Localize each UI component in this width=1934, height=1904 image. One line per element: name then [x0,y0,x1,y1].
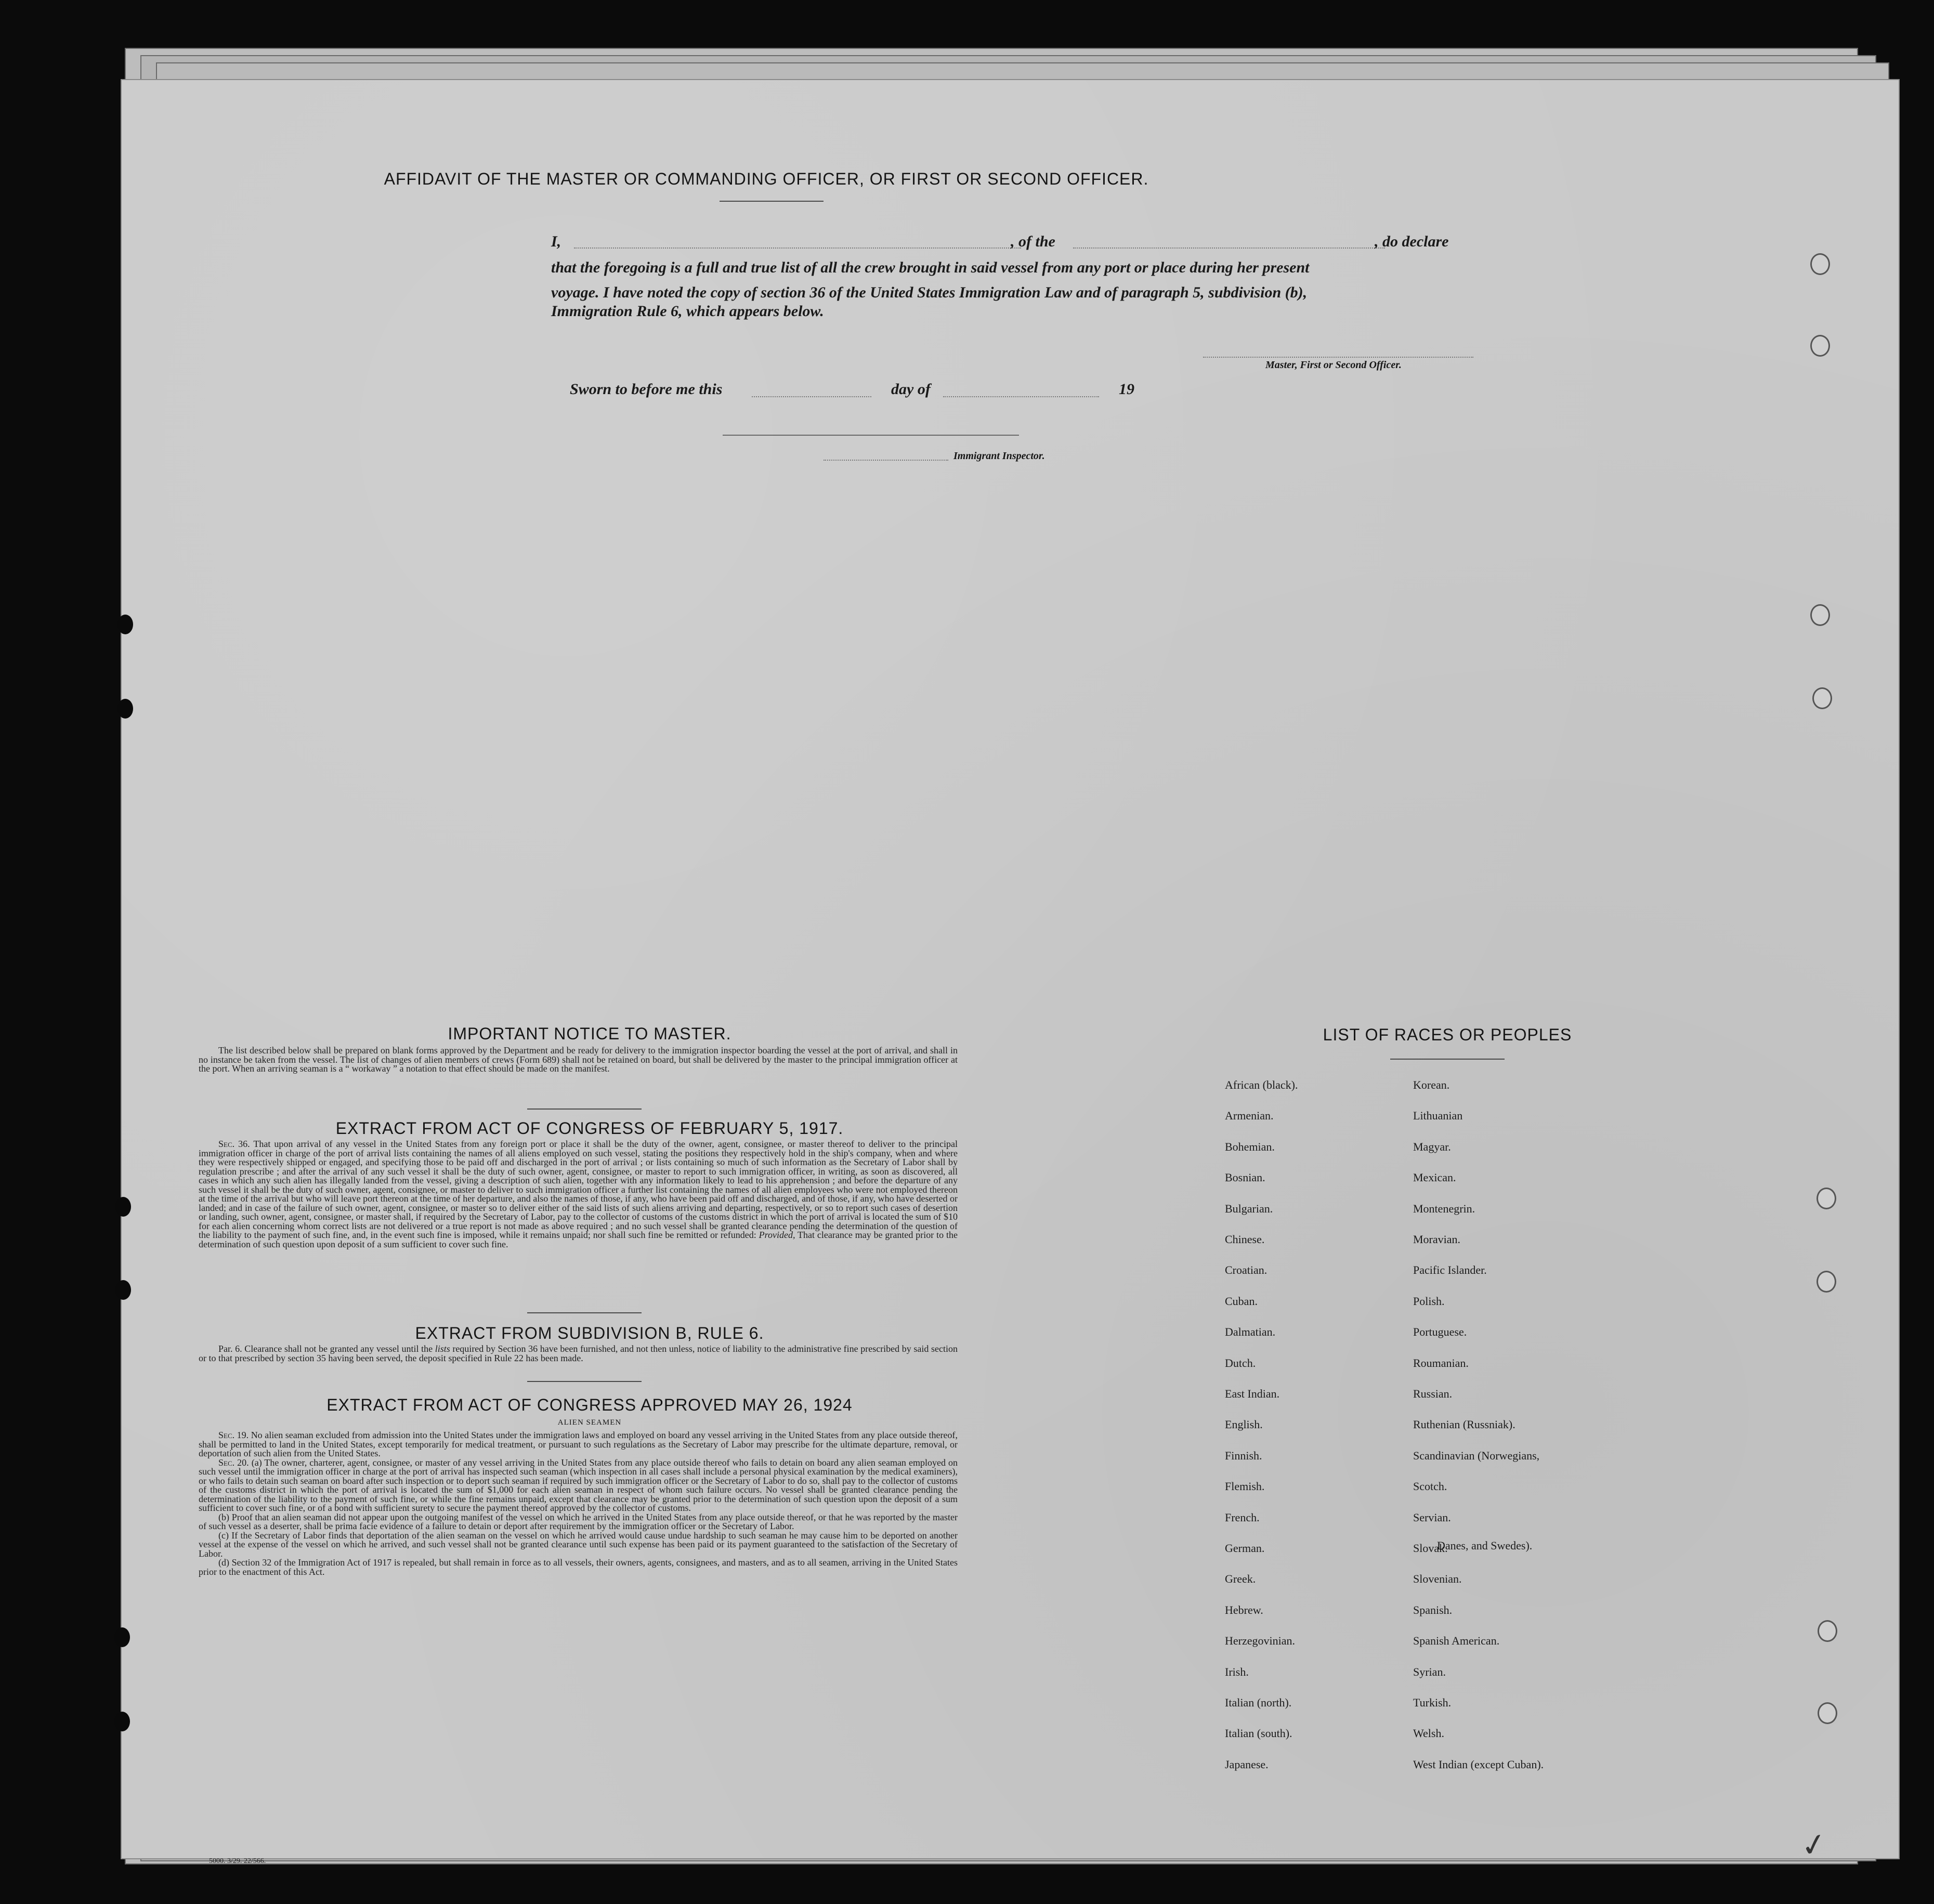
race-item: Croatian. [1225,1263,1267,1277]
race-item: Italian (north). [1225,1696,1292,1709]
provided-word: Provided, [759,1230,795,1240]
race-item: Polish. [1413,1294,1445,1308]
affidavit-line-2: that the foregoing is a full and true list of all the crew brought in said vessel from any port or place during her present [551,259,1310,276]
race-item: Dutch. [1225,1356,1256,1370]
punch-hole [115,1197,131,1217]
inspector-signature-line[interactable] [824,460,948,461]
affidavit-of-the: , of the [1011,233,1055,250]
extract-rule6-heading: EXTRACT FROM SUBDIVISION B, RULE 6. [415,1324,764,1342]
form-number: 5000. 3/29. 22/566. [209,1857,266,1865]
race-item: Herzegovinian. [1225,1634,1295,1648]
affidavit-declare: , do declare [1375,233,1449,250]
extract-rule6-text [199,1345,958,1363]
notice-text [199,1046,958,1074]
punch-hole [117,615,133,634]
ring-mark [1810,604,1830,626]
race-item: Hebrew. [1225,1603,1263,1616]
vessel-blank[interactable] [1073,247,1385,249]
race-item: Magyar. [1413,1140,1451,1153]
affidavit-line-4: Immigration Rule 6, which appears below. [551,303,824,320]
race-item: Finnish. [1225,1449,1262,1462]
ring-mark [1812,687,1832,709]
race-item: Russian. [1413,1387,1453,1400]
ring-mark [1817,1271,1836,1293]
extract-1924-text [199,1431,958,1576]
notice-heading: IMPORTANT NOTICE TO MASTER. [448,1024,731,1043]
race-item: German. [1225,1542,1265,1555]
race-item: Slovenian. [1413,1572,1462,1586]
section-36-body: That upon arrival of any vessel in the United States from any foreign port or place it shall be the duty of the owner, agent, consignee, or master thereof to deliver to the principal immigration officer in charge of the port of arrival lists containing the names of all aliens employed on such vessel, stating the positions they respectively hold in the ship's company, when and where they were respectively shipped or engaged, and specifying those to be paid off and discharged in the port of arrival ; or lists containing so much of such information as the Secretary of Labor shall by regulation prescribe ; and after the arrival of any such vessel it shall be the duty of such owner, agent, consignee, or master to report to such immigration officer, in writing, as soon as discovered, all cases in which any such alien has illegally landed from the vessel, giving a description of such alien, together with any information likely to lead to his apprehension ; and before the departure of any such vessel it shall be the duty of such owner, agent, consignee, or master to deliver to such immigration officer a further list containing the names of all alien employees who were not employed thereon at the time of the arrival but who will leave port thereon at the time of her departure, and also the names of those, if any, who have been paid off and discharged, and of those, if any, who have deserted or landed; and in case of the failure of such owner, agent, consignee, or master so to deliver either of the said lists of such aliens arriving and departing, respectively, or so to report such cases of desertion or landing, such owner, agent, consignee, or master shall, if required by the Secretary of Labor, pay to the collector of customs of the customs district in which the port of arrival is located the sum of $10 for each alien concerning whom correct lists are not delivered or a true report is not made as above required ; and no such vessel shall be granted clearance pending the determination of the question of the liability to the payment of such fine, and, in the event such fine is imposed, while it remains unpaid; nor shall such fine be remitted or refunded: [199,1139,958,1240]
section-36-tail: That clearance may be granted prior to the determination of such question upon deposit of a sum sufficient to cover such fine. [199,1230,958,1249]
race-item: Italian (south). [1225,1727,1292,1740]
race-item: East Indian. [1225,1387,1280,1400]
section-20d-body: (d) Section 32 of the Immigration Act of 1917 is repealed, but shall remain in force as to all vessels, their owners, agents, consignees, and masters, and as to all seamen, arriving in the United States prior to the enactment of this Act. [199,1557,958,1577]
race-item: African (black). [1225,1078,1298,1091]
race-item: Armenian. [1225,1109,1274,1123]
ring-mark [1818,1702,1837,1724]
punch-hole [114,1712,130,1731]
race-item: Cuban. [1225,1294,1258,1308]
section-label: Sec. 36. [218,1139,250,1149]
check-mark-icon: ✓ [1798,1826,1830,1864]
ring-mark [1818,1620,1837,1642]
race-item: French. [1225,1510,1260,1524]
race-item: Japanese. [1225,1757,1269,1771]
race-item-continuation: Danes, and Swedes). [1437,1539,1533,1552]
race-item: West Indian (except Cuban). [1413,1757,1544,1771]
rule6-body-a: Clearance shall not be granted any vessel until the [244,1344,433,1354]
affidavit-line-3: voyage. I have noted the copy of section 36 of the United States Immigration Law and of paragraph 5, subdivision (b), [551,284,1308,301]
ring-mark [1810,335,1830,357]
section-label: Sec. 19. [218,1430,249,1440]
sworn-prefix: Sworn to before me this [570,381,723,398]
section-20a-body: (a) The owner, charterer, agent, consignee, or master of any vessel arriving in the United States from any place outside thereof who fails to detain on board any alien seaman employed on such vessel until the immigration officer in charge at the port of arrival has inspected such seaman (which inspection in all cases shall include a personal physical examination by the medical examiners), or who fails to detain such seaman on board after such inspection or to deport such seaman if required by such immigration officer or the Secretary of Labor to do so, shall pay to the collector of customs of the customs district in which the port of arrival is located the sum of $1,000 for each alien seaman in respect of whom such failure occurs. No vessel shall be granted clearance pending the determination of the liability to the payment of such fine, or while the fine remains unpaid, except that clearance may be granted prior to the determination of such question upon the deposit of a sum sufficient to cover such fine, or of a bond with sufficient surety to secure the payment thereof approved by the collector of customs. [199,1457,958,1513]
sworn-day-blank[interactable] [752,396,871,397]
sworn-day-of: day of [891,381,931,398]
race-item: Lithuanian [1413,1109,1463,1123]
race-item: Ruthenian (Russniak). [1413,1418,1515,1431]
extract-1924-heading: EXTRACT FROM ACT OF CONGRESS APPROVED MAY 26, 1924 [326,1396,853,1414]
race-item: Flemish. [1225,1480,1265,1493]
lists-word: lists [435,1344,450,1354]
race-item: Moravian. [1413,1233,1461,1246]
races-heading: LIST OF RACES OR PEOPLES [1323,1025,1572,1044]
sworn-year: 19 [1119,381,1134,398]
sworn-month-blank[interactable] [943,396,1099,397]
race-item: Chinese. [1225,1233,1265,1246]
race-item: Bulgarian. [1225,1202,1273,1215]
paragraph-label: Par. 6. [218,1344,242,1354]
extract-1917-text [199,1140,958,1249]
race-item: Slovak. [1413,1542,1448,1555]
race-item: Dalmatian. [1225,1325,1276,1339]
punch-hole [117,699,133,719]
race-item: Mexican. [1413,1171,1456,1184]
race-item: Montenegrin. [1413,1202,1475,1215]
ring-mark [1810,253,1830,275]
master-label: Master, First or Second Officer. [1265,359,1402,371]
crew-list-form-page [121,79,1900,1865]
race-item: Irish. [1225,1665,1249,1678]
race-item: Servian. [1413,1510,1451,1524]
notice-paragraph: The list described below shall be prepared on blank forms approved by the Department and be ready for delivery to the immigration inspector boarding the vessel at the port of arrival, and shall in no instance be taken from the vessel. The list of changes of alien members of crews (Form 689) shall not be retained on board, but shall be delivered by the master to the principal immigration officer at the port. When an arriving seaman is a “ workaway ” a notation to that effect should be made on the manifest. [199,1045,958,1074]
race-item: Scotch. [1413,1480,1447,1493]
race-item: Korean. [1413,1078,1450,1091]
race-item: Turkish. [1413,1696,1452,1709]
race-item: Pacific Islander. [1413,1263,1487,1277]
section-20c-body: (c) If the Secretary of Labor finds that deportation of the alien seaman on the vessel on which he arrived would cause undue hardship to such seaman he may cause him to be deported on another vessel at the expense of the vessel on which he arrived, and such vessel shall not be granted clearance until such expense has been paid or its payment guaranteed to the satisfaction of the Secretary of Labor. [199,1530,958,1559]
punch-hole [114,1627,130,1647]
race-item: Greek. [1225,1572,1256,1586]
signature-rule [723,435,1019,436]
divider [1390,1059,1505,1060]
race-item: Bohemian. [1225,1140,1275,1153]
race-item: Welsh. [1413,1727,1444,1740]
race-item: Spanish. [1413,1603,1453,1616]
name-blank[interactable] [574,247,1021,249]
section-label: Sec. 20. [218,1457,249,1468]
master-signature-line[interactable] [1203,357,1473,358]
divider [527,1312,642,1313]
race-item: Scandinavian (Norwegians, [1413,1449,1540,1462]
affidavit-heading: AFFIDAVIT OF THE MASTER OR COMMANDING OFFICER, OR FIRST OR SECOND OFFICER. [384,169,1149,188]
section-19-body: No alien seaman excluded from admission into the United States under the immigration laws and employed on board any vessel arriving in the United States from any place outside thereof, shall be permitted to land in the United States, except temporarily for medical treatment, or pursuant to such regulations as the Secretary of Labor may prescribe for the ultimate departure, removal, or deportation of such alien from the United States. [199,1430,958,1458]
punch-hole [115,1280,131,1300]
race-item: Spanish American. [1413,1634,1500,1648]
divider [527,1381,642,1382]
rule6-body-b: required by Section 36 have been furnished, and not then unless, notice of liability to the administrative fine prescribed by said section or to that prescribed by section 35 having been served, the deposit specified in Rule 22 has been made. [199,1344,958,1363]
inspector-label: Immigrant Inspector. [953,450,1045,462]
race-item: English. [1225,1418,1263,1431]
section-20b-body: (b) Proof that an alien seaman did not appear upon the outgoing manifest of the vessel on which he arrived in the United States from any place outside thereof, or that he was reported by the master of such vessel as a deserter, shall be prima facie evidence of a failure to detain or deport after requirement by the immigration officer or the Secretary of Labor. [199,1511,958,1531]
divider [720,201,824,202]
race-item: Roumanian. [1413,1356,1469,1370]
affidavit-i: I, [551,233,561,250]
alien-seamen-subheading: ALIEN SEAMEN [557,1418,622,1427]
race-item: Syrian. [1413,1665,1446,1678]
race-item: Portuguese. [1413,1325,1467,1339]
ring-mark [1817,1188,1836,1209]
race-item: Bosnian. [1225,1171,1265,1184]
divider [527,1109,642,1110]
extract-1917-heading: EXTRACT FROM ACT OF CONGRESS OF FEBRUARY 5, 1917. [335,1119,844,1138]
